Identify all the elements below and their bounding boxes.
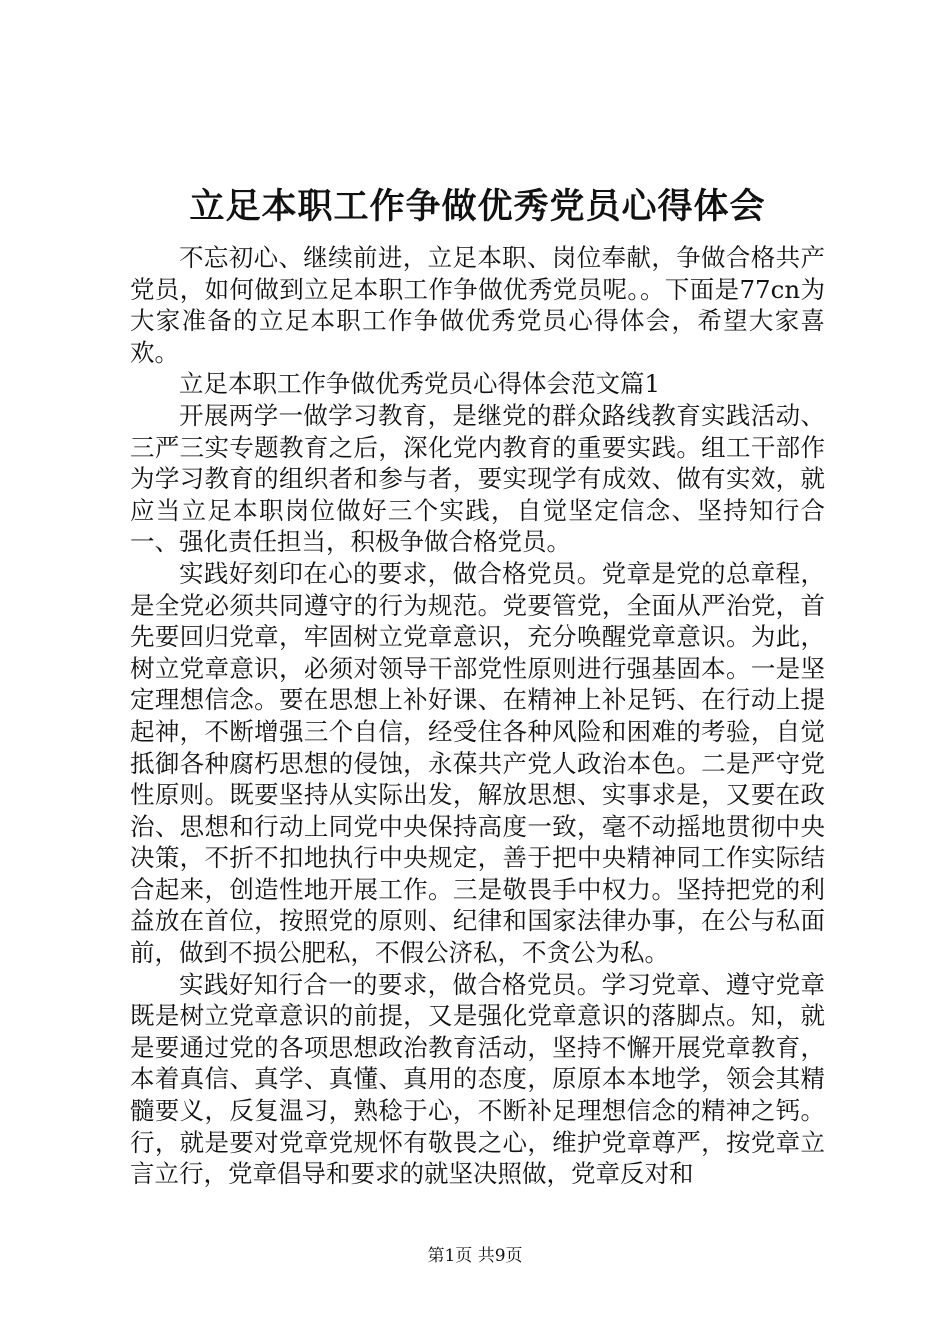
- document-page: [130, 182, 825, 1190]
- paragraph-body: 实践好刻印在心的要求，做合格党员。党章是党的总章程，是全党必须共同遵守的行为规范。党要管党，全面从严治党，首先要回归党章，牢固树立党章意识，充分唤醒党章意识。为此，树立党章意识，必须对领导干部党性原则进行强基固本。一是坚定理想信念。要在思想上补好课、在精神上补足钙、在行动上提起神，不断增强三个自信，经受住各种风险和困难的考验，自觉抵御各种腐朽思想的侵蚀，永葆共产党人政治本色。二是严守党性原则。既要坚持从实际出发，解放思想、实事求是，又要在政治、思想和行动上同党中央保持高度一致，毫不动摇地贯彻中央决策，不折不扣地执行中央规定，善于把中央精神同工作实际结合起来，创造性地开展工作。三是敬畏手中权力。坚持把党的利益放在首位，按照党的原则、纪律和国家法律办事，在公与私面前，做到不损公肥私，不假公济私，不贪公为私。: [130, 558, 825, 968]
- paragraph-body: 开展两学一做学习教育，是继党的群众路线教育实践活动、三严三实专题教育之后，深化党内教育的重要实践。组工干部作为学习教育的组织者和参与者，要实现学有成效、做有实效，就应当立足本职岗位做好三个实践，自觉坚定信念、坚持知行合一、强化责任担当，积极争做合格党员。: [130, 400, 825, 557]
- document-title: 立足本职工作争做优秀党员心得体会: [189, 186, 766, 227]
- paragraph-body: 实践好知行合一的要求，做合格党员。学习党章、遵守党章既是树立党章意识的前提，又是强化党章意识的落脚点。知，就是要通过党的各项思想政治教育活动，坚持不懈开展党章教育，本着真信、真学、真懂、真用的态度，原原本本地学，领会其精髓要义，反复温习，熟稔于心，不断补足理想信念的精神之钙。行，就是要对党章党规怀有敬畏之心，维护党章尊严，按党章立言立行，党章倡导和要求的就坚决照做，党章反对和: [130, 969, 825, 1189]
- paragraph-intro: 不忘初心、继续前进，立足本职、岗位奉献，争做合格共产党员，如何做到立足本职工作争做优秀党员呢。。下面是77cn为大家准备的立足本职工作争做优秀党员心得体会，希望大家喜欢。: [130, 243, 825, 367]
- page-footer: 第1页 共9页: [427, 1246, 523, 1266]
- paragraph-section-heading: 立足本职工作争做优秀党员心得体会范文篇1: [179, 369, 661, 399]
